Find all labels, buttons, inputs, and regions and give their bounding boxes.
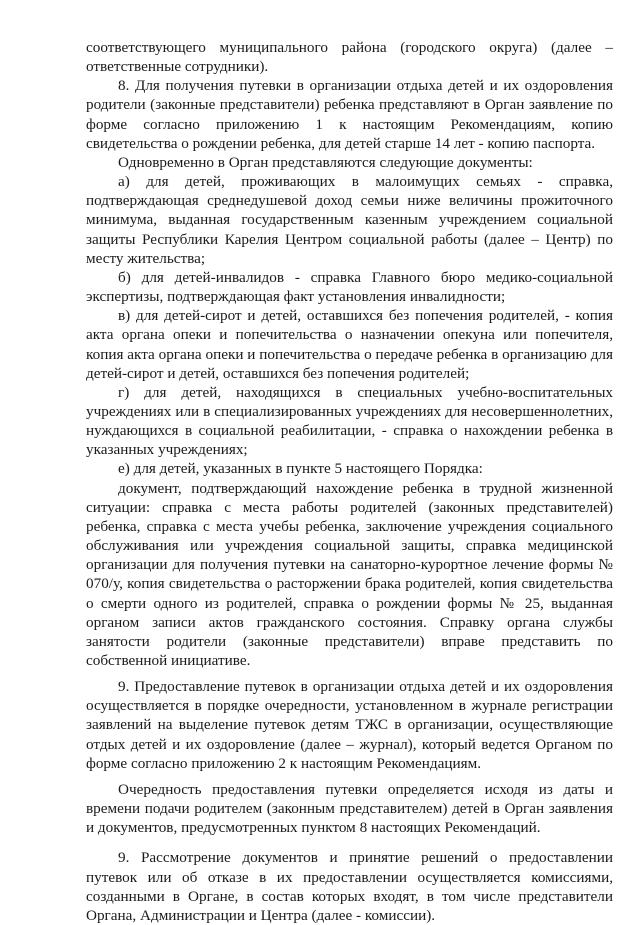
paragraph-subitem-a: а) для детей, проживающих в малоимущих семьях - справка, подтверждающая среднедушевой доход семьи ниже величины прожиточного минимума, выданная государственным казенным учреждением социальной защиты Республики Карелия Центром социальной работы (далее – Центр) по месту жительства; <box>86 173 613 267</box>
paragraph-subitem-g: г) для детей, находящихся в специальных учебно-воспитательных учреждениях или в специализированных учреждениях для несовершеннолетних, нуждающихся в социальной реабилитации, - справка о нахождении ребенка в указанных учреждениях; <box>86 383 613 459</box>
paragraph-item-8: 8. Для получения путевки в организации отдыха детей и их оздоровления родители (законные представители) ребенка представляют в Орган заявление по форме согласно приложению 1 к настоящим Рекомендациям, копию свидетельства о рождении ребенка, для детей старше 14 лет - копию паспорта. <box>86 77 613 152</box>
paragraph-item-9-review: 9. Рассмотрение документов и принятие решений о предоставлении путевок или об отказе в их предоставлении осуществляется комиссиями, созданными в Органе, в состав которых входят, в том числе представители Органа, Администрации и Центра (далее - комиссии). <box>86 849 613 924</box>
paragraph-documents-intro: Одновременно в Орган представляются следующие документы: <box>118 153 533 171</box>
paragraph-item-9-provision: 9. Предоставление путевок в организации отдыха детей и их оздоровления осуществляется в порядке очередности, установленном в журнале регистрации заявлений на выделение путевок детям ТЖС в организации, осуществляющие отдых детей и их оздоровление (далее – журнал), который ведется Органом по форме согласно приложению 2 к настоящим Рекомендациям. <box>86 678 613 772</box>
paragraph-continuation: соответствующего муниципального района (городского округа) (далее – ответственные сотрудники). <box>86 39 613 76</box>
paragraph-hardship-documents: документ, подтверждающий нахождение ребенка в трудной жизненной ситуации: справка с места работы родителей (законных представителей) ребенка, справка с места учебы ребенка, заключение учреждения социального обслуживания или учреждения социальной защиты, справка медицинской организации для получения путевки на санаторно-курортное лечение формы № 070/у, копия свидетельства о расторжении брака родителей, копия свидетельства о смерти одного из родителей, справка о рождении формы № 25, выданная органом записи актов гражданского состояния. Справку органа службы занятости родители (законные представители) вправе представить по собственной инициативе. <box>86 479 613 669</box>
paragraph-subitem-e: е) для детей, указанных в пункте 5 настоящего Порядка: <box>118 460 483 478</box>
paragraph-subitem-v: в) для детей-сирот и детей, оставшихся без попечения родителей, - копия акта органа опеки и попечительства о назначении опекуна или попечителя, копия акта органа опеки и попечительства о передаче ребенка в организацию для детей-сирот и детей, оставшихся без попечения родителей; <box>86 307 613 382</box>
paragraph-subitem-b: б) для детей-инвалидов - справка Главного бюро медико-социальной экспертизы, подтверждающая факт установления инвалидности; <box>86 268 613 306</box>
paragraph-queue-order: Очередность предоставления путевки определяется исходя из даты и времени подачи родителем (законным представителем) детей в Орган заявления и документов, предусмотренных пунктом 8 настоящих Рекомендаций. <box>86 780 613 837</box>
